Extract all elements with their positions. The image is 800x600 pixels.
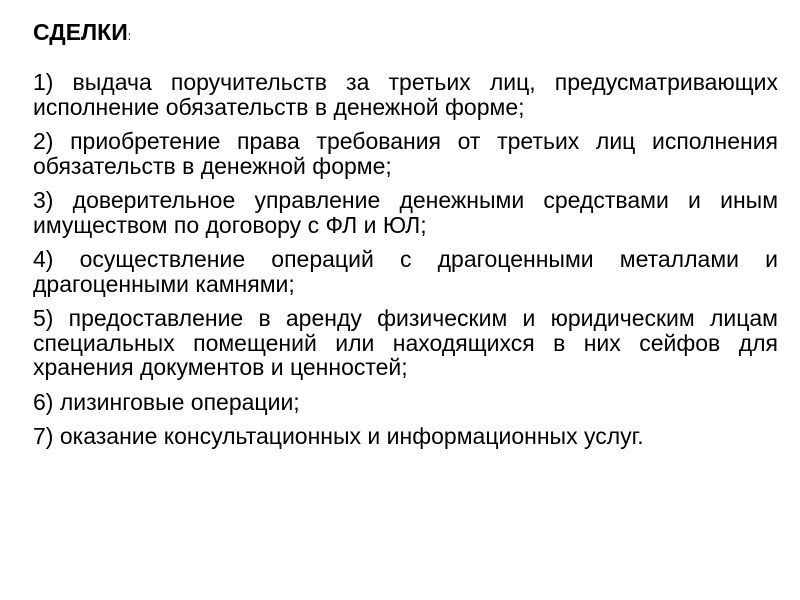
list-item-2: 2) приобретение права требования от третьих лиц исполнения обязательств в денежной форме; (33, 128, 778, 179)
list-item-7: 7) оказание консультационных и информационных услуг. (33, 423, 644, 449)
list-item-3: 3) доверительное управление денежными средствами и иным имуществом по договору с ФЛ и ЮЛ; (33, 187, 778, 238)
list-item-1: 1) выдача поручительств за третьих лиц, предусматривающих исполнение обязательств в денежной форме; (33, 69, 778, 120)
list-item-5: 5) предоставление в аренду физическим и юридическим лицам специальных помещений или находящихся в них сейфов для хранения документов и ценностей; (33, 305, 778, 380)
slide-title (33, 16, 778, 52)
title-colon: : (127, 29, 132, 43)
list-item-4: 4) осуществление операций с драгоценными металлами и драгоценными камнями; (33, 246, 778, 297)
title-text: СДЕЛКИ (33, 19, 128, 45)
slide-content (33, 16, 778, 459)
list-item-6: 6) лизинговые операции; (33, 388, 300, 415)
